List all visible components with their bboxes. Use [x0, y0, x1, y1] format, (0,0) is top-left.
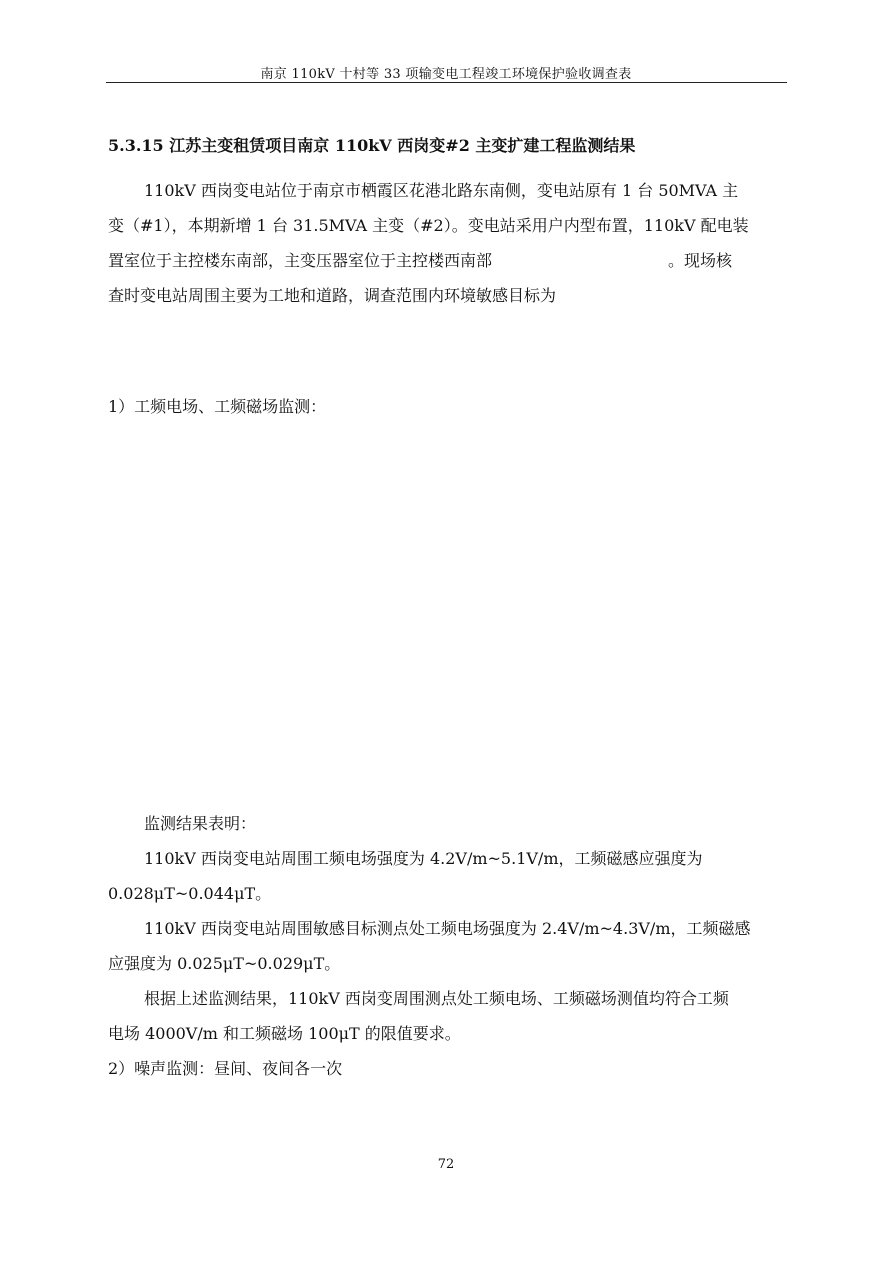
intro-line-1: 110kV 西岗变电站位于南京市栖霞区花港北路东南侧，变电站原有 1 台 50MVA 主	[144, 181, 739, 200]
intro-line-3-end: 。现场核	[668, 251, 733, 270]
intro-line-3	[108, 243, 785, 278]
header-rule	[106, 82, 787, 83]
results-block	[108, 806, 785, 1086]
intro-line-2: 变（#1），本期新增 1 台 31.5MVA 主变（#2）。变电站采用户内型布置，110kV 配电装	[108, 216, 749, 235]
intro-paragraph	[108, 173, 785, 313]
running-header: 南京 110kV 十村等 33 项输变电工程竣工环境保护验收调查表	[260, 67, 632, 82]
results-p1-line-1: 110kV 西岗变电站周围工频电场强度为 4.2V/m~5.1V/m，工频磁感应强度为	[144, 849, 703, 868]
results-p3-line-1: 根据上述监测结果，110kV 西岗变周围测点处工频电场、工频磁场测值均符合工频	[144, 989, 729, 1008]
results-p1-line-2: 0.028μT~0.044μT。	[108, 884, 272, 903]
results-p2-line-1: 110kV 西岗变电站周围敏感目标测点处工频电场强度为 2.4V/m~4.3V/m，工频磁感	[144, 919, 751, 938]
results-p3-line-2: 电场 4000V/m 和工频磁场 100μT 的限值要求。	[108, 1024, 461, 1043]
intro-line-3-start: 置室位于主控楼东南部，主变压器室位于主控楼西南部	[108, 251, 493, 270]
page-number: 72	[437, 1157, 455, 1172]
item-1-label: 1）工频电场、工频磁场监测：	[108, 397, 327, 416]
results-intro: 监测结果表明：	[144, 814, 257, 833]
section-heading: 5.3.15 江苏主变租赁项目南京 110kV 西岗变#2 主变扩建工程监测结果	[108, 136, 636, 155]
item-2-label: 2）噪声监测：昼间、夜间各一次	[108, 1059, 343, 1078]
intro-line-4: 查时变电站周围主要为工地和道路，调查范围内环境敏感目标为	[108, 286, 557, 305]
results-p2-line-2: 应强度为 0.025μT~0.029μT。	[108, 954, 341, 973]
